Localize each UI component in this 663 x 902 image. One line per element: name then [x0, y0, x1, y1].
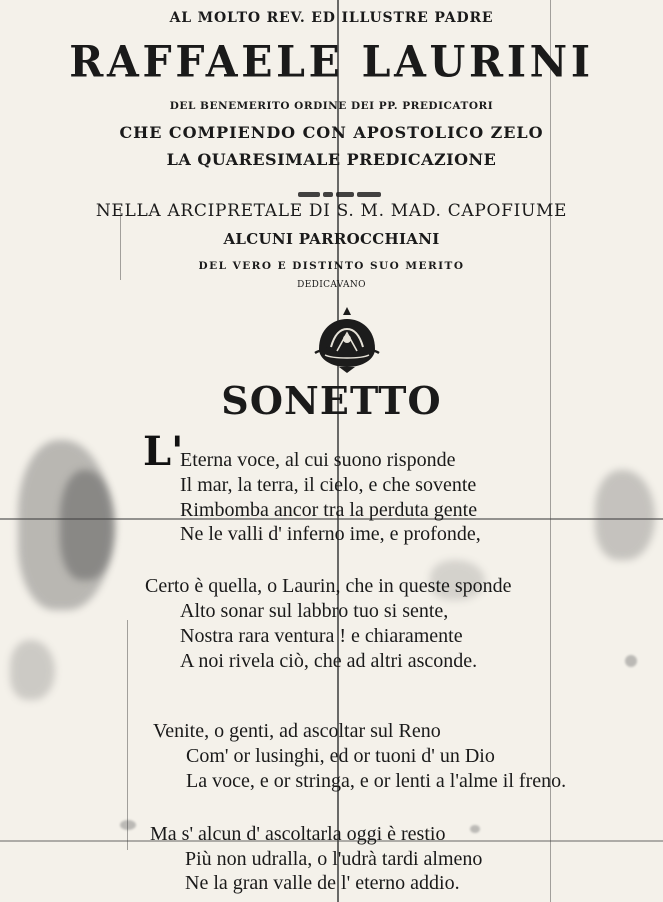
ornamental-emblem-icon: [311, 303, 383, 375]
speck: [120, 820, 136, 830]
verse-line: Ma s' alcun d' ascoltarla oggi è restio: [150, 823, 446, 845]
dedicavano-line: DEDICAVANO: [297, 280, 366, 290]
merit-line: DEL VERO E DISTINTO SUO MERITO: [198, 260, 465, 272]
verse-line: Venite, o genti, ad ascoltar sul Reno: [153, 720, 441, 742]
speck: [625, 655, 637, 667]
order-line: DEL BENEMERITO ORDINE DEI PP. PREDICATORI: [169, 100, 494, 112]
speck: [470, 825, 480, 833]
verse-line: La voce, e or stringa, e or lenti a l'alme il freno.: [186, 770, 567, 792]
verse-line: Il mar, la terra, il cielo, e che sovente: [180, 474, 477, 496]
parishioners-line: ALCUNI PARROCCHIANI: [223, 230, 440, 248]
verse-line: Nostra rara ventura ! e chiaramente: [180, 625, 463, 647]
verse-line: Rimbomba ancor tra la perduta gente: [180, 499, 478, 521]
church-line: NELLA ARCIPRETALE DI S. M. MAD. CAPOFIUME: [95, 201, 568, 221]
honoree-name: RAFFAELE LAURINI: [69, 36, 594, 88]
verse-line: Ne le valli d' inferno ime, e profonde,: [180, 523, 481, 545]
verse-line: Certo è quella, o Laurin, che in queste sponde: [145, 575, 512, 597]
ink-stain: [595, 470, 655, 560]
paper-fold: [127, 620, 128, 850]
ink-stain: [60, 470, 115, 580]
verse-line: A noi rivela ciò, che ad altri asconde.: [180, 650, 478, 672]
verse-line: Alto sonar sul labbro tuo si sente,: [180, 600, 449, 622]
verse-line: Com' or lusinghi, ed or tuoni d' un Dio: [186, 745, 495, 767]
ink-stain: [10, 640, 55, 700]
quaresimale-line: LA QUARESIMALE PREDICAZIONE: [166, 150, 497, 169]
sonnet-title: SONETTO: [221, 378, 442, 423]
blurred-year-mark: [298, 182, 384, 189]
verse-line: Eterna voce, al cui suono risponde: [180, 449, 456, 471]
verse-line: Ne la gran valle de l' eterno addio.: [185, 872, 460, 894]
drop-cap: L': [143, 428, 184, 475]
verse-line: Più non udralla, o l'udrà tardi almeno: [185, 848, 483, 870]
compiendo-line: CHE COMPIENDO CON APOSTOLICO ZELO: [119, 123, 544, 142]
dedication-line: AL MOLTO REV. ED ILLUSTRE PADRE: [169, 10, 494, 26]
